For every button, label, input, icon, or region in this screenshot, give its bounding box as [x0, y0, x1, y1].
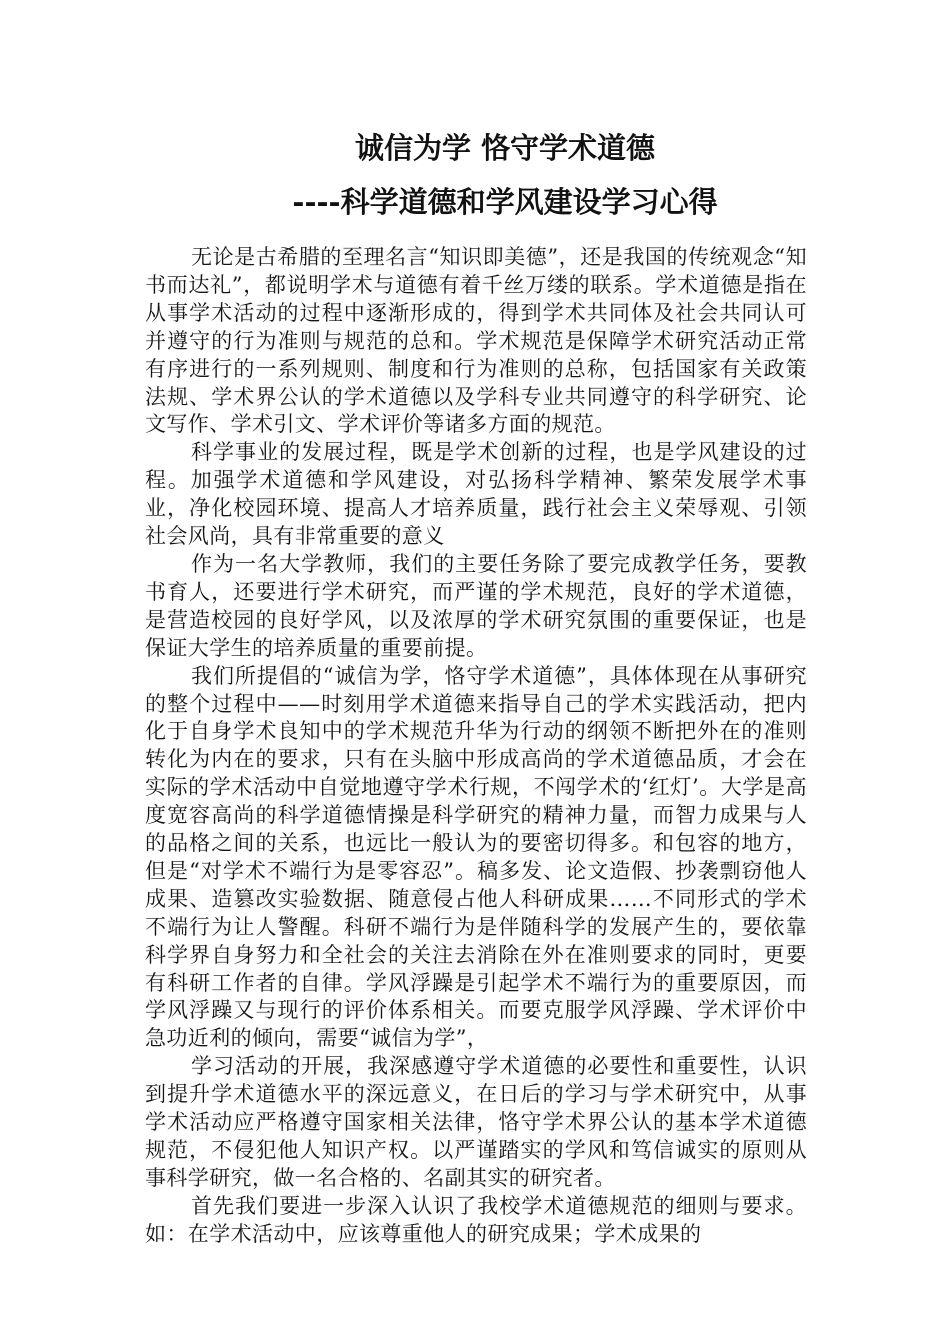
paragraph-4: 我们所提倡的“诚信为学，恪守学术道德”，具体体现在从事研究的整个过程中——时刻用学术道德来指导自己的学术实践活动，把内化于自身学术良知中的学术规范升华为行动的纲领不断把外在的准则转化为内在的要求，只有在头脑中形成高尚的学术道德品质，才会在实际的学术活动中自觉地遵守学术行规，不闯学术的‘红灯’。大学是高度宽容高尚的科学道德情操是科学研究的精神力量，而智力成果与人的品格之间的关系，也远比一般认为的要密切得多。和包容的地方，但是“对学术不端行为是零容忍”。稿多发、论文造假、抄袭剽窃他人成果、造篡改实验数据、随意侵占他人科研成果……不同形式的学术不端行为让人警醒。科研不端行为是伴随科学的发展产生的，要依靠科学界自身努力和全社会的关注去消除在外在准则要求的同时，更要有科研工作者的自律。学风浮躁是引起学术不端行为的重要原因，而学风浮躁又与现行的评价体系相关。而要克服学风浮躁、学术评价中急功近利的倾向，需要“诚信为学”，: [145, 663, 807, 1051]
paragraph-6: 首先我们要进一步深入认识了我校学术道德规范的细则与要求。如：在学术活动中，应该尊重他人的研究成果；学术成果的: [145, 1193, 807, 1246]
document-title: 诚信为学 恪守学术道德: [354, 131, 656, 165]
paragraph-2: 科学事业的发展过程，既是学术创新的过程，也是学风建设的过程。加强学术道德和学风建设，对弘扬科学精神、繁荣发展学术事业，净化校园环境、提高人才培养质量，践行社会主义荣辱观、引领社会风尚，具有非常重要的意义: [145, 440, 807, 549]
paragraph-3: 作为一名大学教师，我们的主要任务除了要完成教学任务，要教书育人，还要进行学术研究，而严谨的学术规范，良好的学术道德，是营造校园的良好学风，以及浓厚的学术研究氛围的重要保证，也是保证大学生的培养质量的重要前提。: [145, 551, 807, 660]
document-body: [145, 244, 807, 1249]
paragraph-1: 无论是古希腊的至理名言“知识即美德”，还是我国的传统观念“知书而达礼”，都说明学术与道德有着千丝万缕的联系。学术道德是指在从事学术活动的过程中逐渐形成的，得到学术共同体及社会共同认可并遵守的行为准则与规范的总和。学术规范是保障学术研究活动正常有序进行的一系列规则、制度和行为准则的总称，包括国家有关政策法规、学术界公认的学术道德以及学科专业共同遵守的科学研究、论文写作、学术引文、学术评价等诸多方面的规范。: [145, 245, 807, 437]
document-subtitle: ----科学道德和学风建设学习心得: [292, 185, 718, 219]
paragraph-5: 学习活动的开展，我深感遵守学术道德的必要性和重要性，认识到提升学术道德水平的深远意义，在日后的学习与学术研究中，从事学术活动应严格遵守国家相关法律，恪守学术界公认的基本学术道德规范，不侵犯他人知识产权。以严谨踏实的学风和笃信诚实的原则从事科学研究，做一名合格的、名副其实的研究者。: [145, 1054, 807, 1190]
